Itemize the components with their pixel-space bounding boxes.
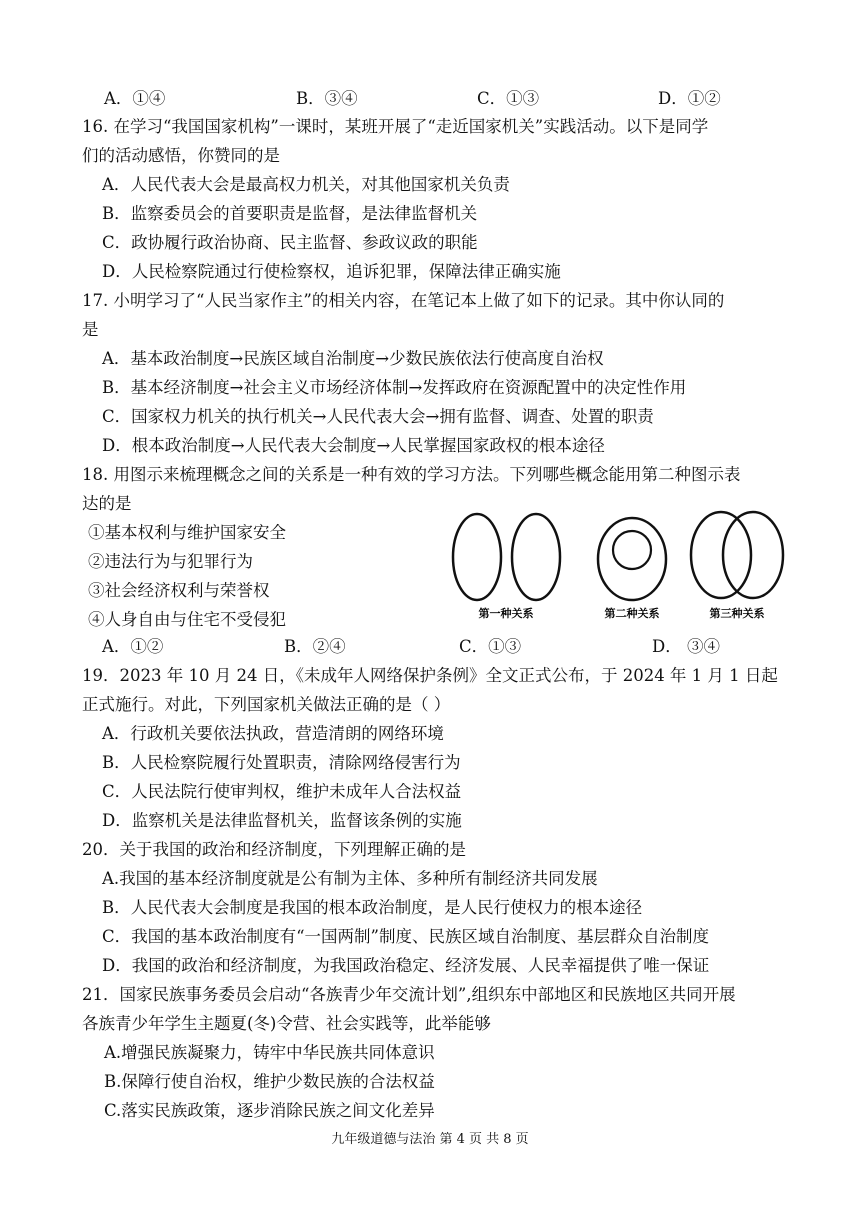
q19-option-b: B．人民检察院履行处置职责，清除网络侵害行为 <box>102 753 461 772</box>
q16-option-a: A．人民代表大会是最高权力机关，对其他国家机关负责 <box>102 175 510 194</box>
q21-stem-line2: 各族青少年学生主题夏(冬)令营、社会实践等，此举能够 <box>82 1014 491 1033</box>
q15-option-b: B．③④ <box>296 89 358 108</box>
q16-option-b: B．监察委员会的首要职责是监督，是法律监督机关 <box>102 204 478 223</box>
q18-option-a: A．①② <box>102 637 164 656</box>
q21-option-a: A.增强民族凝聚力，铸牢中华民族共同体意识 <box>104 1043 435 1062</box>
q17-stem-line2: 是 <box>82 320 99 339</box>
q15-option-d: D．①② <box>658 89 721 108</box>
q20-option-a: A.我国的基本经济制度就是公有制为主体、多种所有制经济共同发展 <box>102 869 598 888</box>
relation-1-label: 第一种关系 <box>478 607 534 620</box>
q18-stem-line2: 达的是 <box>82 494 132 513</box>
q19-option-a: A．行政机关要依法执政，营造清朗的网络环境 <box>102 724 444 743</box>
q16-stem-line1: 16. 在学习“我国国家机构”一课时，某班开展了“走近国家机关”实践活动。以下是同学 <box>82 117 709 136</box>
q18-item-2: ②违法行为与犯罪行为 <box>88 552 253 571</box>
relationship-diagram <box>440 505 800 627</box>
q17-option-b: B．基本经济制度→社会主义市场经济体制→发挥政府在资源配置中的决定性作用 <box>102 378 687 397</box>
relation-3-right-oval <box>723 512 783 598</box>
q16-option-c: C．政协履行政治协商、民主监督、参政议政的职能 <box>102 233 478 252</box>
q16-option-d: D．人民检察院通过行使检察权，追诉犯罪，保障法律正确实施 <box>102 262 561 281</box>
q18-option-d: D． ③④ <box>652 637 720 656</box>
q20-option-c: C．我国的基本政治制度有“一国两制”制度、民族区域自治制度、基层群众自治制度 <box>102 927 709 946</box>
q17-stem-line1: 17. 小明学习了“人民当家作主”的相关内容，在笔记本上做了如下的记录。其中你认同的 <box>82 291 725 310</box>
q21-stem-line1: 21．国家民族事务委员会启动“各族青少年交流计划”,组织东中部地区和民族地区共同开展 <box>82 985 736 1004</box>
q18-option-b: B．②④ <box>284 637 346 656</box>
q16-stem-line2: 们的活动感悟，你赞同的是 <box>82 146 280 165</box>
q20-stem: 20．关于我国的政治和经济制度，下列理解正确的是 <box>82 840 466 859</box>
q18-item-4: ④人身自由与住宅不受侵犯 <box>88 610 286 629</box>
q19-option-c: C．人民法院行使审判权，维护未成年人合法权益 <box>102 782 462 801</box>
q15-option-a: A．①④ <box>104 89 166 108</box>
q17-option-c: C．国家权力机关的执行机关→人民代表大会→拥有监督、调查、处置的职责 <box>102 407 654 426</box>
q19-option-d: D．监察机关是法律监督机关，监督该条例的实施 <box>102 811 462 830</box>
q21-option-b: B.保障行使自治权，维护少数民族的合法权益 <box>104 1072 435 1091</box>
q18-item-1: ①基本权利与维护国家安全 <box>88 523 286 542</box>
relation-3-label: 第三种关系 <box>709 607 765 620</box>
q17-option-d: D．根本政治制度→人民代表大会制度→人民掌握国家政权的根本途径 <box>102 436 605 455</box>
relation-2-label: 第二种关系 <box>604 607 660 620</box>
q20-option-d: D．我国的政治和经济制度，为我国政治稳定、经济发展、人民幸福提供了唯一保证 <box>102 956 710 975</box>
q19-stem-line2: 正式施行。对此，下列国家机关做法正确的是（ ） <box>82 695 451 714</box>
q15-option-c: C．①③ <box>477 89 540 108</box>
q18-stem-line1: 18. 用图示来梳理概念之间的关系是一种有效的学习方法。下列哪些概念能用第二种图示表 <box>82 465 741 484</box>
q18-item-3: ③社会经济权利与荣誉权 <box>88 581 270 600</box>
page-footer: 九年级道德与法治 第 4 页 共 8 页 <box>331 1132 529 1147</box>
relation-3-left-oval <box>691 512 751 598</box>
q19-stem-line1: 19．2023 年 10 月 24 日，《未成年人网络保护条例》全文正式公布，于 2024 年 1 月 1 日起 <box>82 666 778 685</box>
q17-option-a: A．基本政治制度→民族区域自治制度→少数民族依法行使高度自治权 <box>102 349 604 368</box>
relation-2-inner-circle <box>613 531 651 569</box>
q21-option-c: C.落实民族政策，逐步消除民族之间文化差异 <box>104 1101 435 1120</box>
q18-option-c: C．①③ <box>459 637 522 656</box>
relation-1-left-oval <box>453 514 501 600</box>
relation-1-right-oval <box>512 514 560 600</box>
q20-option-b: B．人民代表大会制度是我国的根本政治制度，是人民行使权力的根本途径 <box>102 898 643 917</box>
